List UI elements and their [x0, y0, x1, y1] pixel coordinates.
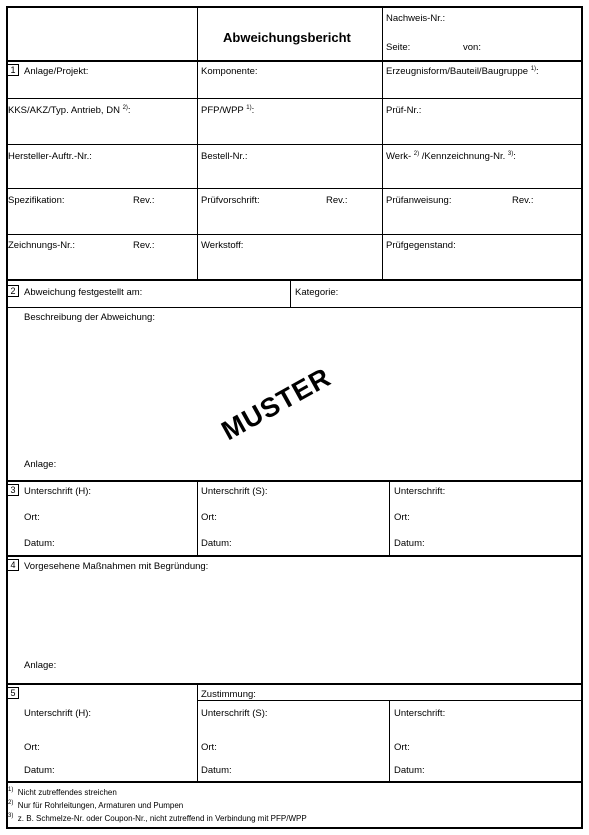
kks-field[interactable]: KKS/AKZ/Typ. Antrieb, DN $^{2)}$:	[8, 105, 131, 116]
footnote-ref-3: 3)	[507, 151, 514, 157]
s3-ort-s-field[interactable]: Ort:	[201, 512, 217, 523]
footnote-ref-2: 2)	[122, 105, 128, 111]
zustimmung-field[interactable]: Zustimmung:	[201, 689, 256, 700]
section-number-4: 4	[7, 559, 19, 571]
footnote-1-text: Nicht zutreffendes streichen	[17, 788, 117, 797]
s5-unterschrift-field[interactable]: Unterschrift:	[394, 708, 446, 719]
massnahmen-field[interactable]: Vorgesehene Maßnahmen mit Begründung:	[24, 561, 209, 572]
section-number-3: 3	[7, 484, 19, 496]
footnote-3-mark: 3)	[8, 813, 14, 819]
footnote-ref-1b: 1)	[246, 105, 252, 111]
s3-unterschrift-s-field[interactable]: Unterschrift (S):	[201, 486, 268, 497]
pruefanweisung-rev-field[interactable]: Rev.:	[512, 195, 534, 206]
s3-unterschrift-h-field[interactable]: Unterschrift (H):	[24, 486, 92, 497]
seite-field[interactable]: Seite:	[386, 42, 411, 53]
footnote-1	[8, 787, 117, 798]
s5-unterschrift-s-field[interactable]: Unterschrift (S):	[201, 708, 268, 719]
nachweis-nr-field[interactable]: Nachweis-Nr.:	[386, 13, 446, 24]
footnote-2-mark: 2)	[8, 800, 14, 806]
pruefanweisung-field[interactable]: Prüfanweisung:	[386, 195, 452, 206]
section4-anlage-field[interactable]: Anlage:	[24, 660, 57, 671]
pruefgegenstand-field[interactable]: Prüfgegenstand:	[386, 240, 456, 251]
s5-ort-field[interactable]: Ort:	[394, 742, 410, 753]
s5-datum-s-field[interactable]: Datum:	[201, 765, 232, 776]
form-title: Abweichungsbericht	[223, 30, 351, 45]
s3-datum-h-field[interactable]: Datum:	[24, 538, 55, 549]
s3-datum-field[interactable]: Datum:	[394, 538, 425, 549]
s5-unterschrift-h-field[interactable]: Unterschrift (H):	[24, 708, 92, 719]
s3-datum-s-field[interactable]: Datum:	[201, 538, 232, 549]
kategorie-field[interactable]: Kategorie:	[295, 287, 339, 298]
erzeugnisform-label: Erzeugnisform/Bauteil/Baugruppe	[386, 66, 529, 77]
footnote-3-text: z. B. Schmelze-Nr. oder Coupon-Nr., nicht zutreffend in Verbindung mit PFP/WPP	[17, 814, 307, 823]
footnote-2	[8, 800, 183, 811]
bestell-nr-field[interactable]: Bestell-Nr.:	[201, 151, 248, 162]
s3-unterschrift-field[interactable]: Unterschrift:	[394, 486, 446, 497]
footnote-ref-1: 1)	[530, 66, 537, 72]
s5-datum-field[interactable]: Datum:	[394, 765, 425, 776]
footnote-ref-2b: 2)	[413, 151, 420, 157]
zeichnungs-rev-field[interactable]: Rev.:	[133, 240, 155, 251]
section-number-1: 1	[7, 64, 19, 76]
pruefvorschrift-rev-field[interactable]: Rev.:	[326, 195, 348, 206]
abweichung-festgestellt-field[interactable]: Abweichung festgestellt am:	[24, 287, 143, 298]
komponente-field[interactable]: Komponente:	[201, 66, 258, 77]
von-field[interactable]: von:	[463, 42, 481, 53]
s5-ort-h-field[interactable]: Ort:	[24, 742, 40, 753]
s3-ort-h-field[interactable]: Ort:	[24, 512, 40, 523]
kennzeichnung-label: /Kennzeichnung-Nr.	[421, 151, 506, 162]
spezifikation-field[interactable]: Spezifikation:	[8, 195, 65, 206]
s5-datum-h-field[interactable]: Datum:	[24, 765, 55, 776]
footnote-2-text: Nur für Rohrleitungen, Armaturen und Pumpen	[17, 801, 184, 810]
beschreibung-field[interactable]: Beschreibung der Abweichung:	[24, 312, 155, 323]
section-number-2: 2	[7, 285, 19, 297]
pruef-nr-field[interactable]: Prüf-Nr.:	[386, 105, 422, 116]
pfp-wpp-label: PFP/WPP	[201, 105, 244, 116]
werk-label: Werk-	[386, 151, 412, 162]
werk-kennzeichnung-field[interactable]: Werk- $^{2)}$ /Kennzeichnung-Nr. $^{3)}$:	[386, 151, 516, 162]
erzeugnisform-field[interactable]: Erzeugnisform/Bauteil/Baugruppe $^{1)}$:	[386, 66, 539, 77]
s5-ort-s-field[interactable]: Ort:	[201, 742, 217, 753]
zeichnungs-nr-field[interactable]: Zeichnungs-Nr.:	[8, 240, 76, 251]
spezifikation-rev-field[interactable]: Rev.:	[133, 195, 155, 206]
s3-ort-field[interactable]: Ort:	[394, 512, 410, 523]
footnote-3	[8, 813, 307, 824]
hersteller-auftr-nr-field[interactable]: Hersteller-Auftr.-Nr.:	[8, 151, 92, 162]
pruefvorschrift-field[interactable]: Prüfvorschrift:	[201, 195, 260, 206]
anlage-projekt-field[interactable]: Anlage/Projekt:	[24, 66, 89, 77]
footnote-1-mark: 1)	[8, 787, 14, 793]
section2-anlage-field[interactable]: Anlage:	[24, 459, 57, 470]
werkstoff-field[interactable]: Werkstoff:	[201, 240, 244, 251]
muster-stamp: MUSTER	[216, 361, 336, 447]
pfp-wpp-field[interactable]: PFP/WPP $^{1)}$:	[201, 105, 255, 116]
section-number-5: 5	[7, 687, 19, 699]
kks-label: KKS/AKZ/Typ. Antrieb, DN	[8, 105, 120, 116]
